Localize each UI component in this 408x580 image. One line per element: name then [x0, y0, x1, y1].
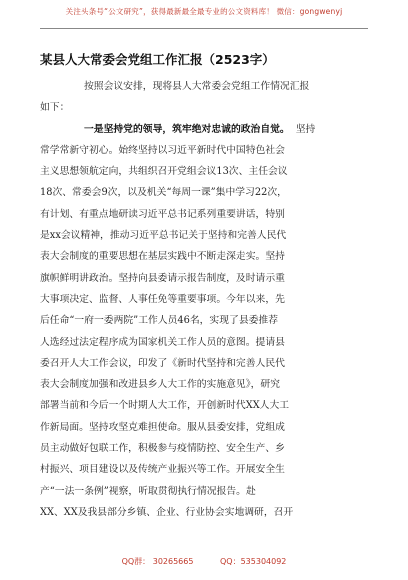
document-body — [40, 76, 370, 523]
paragraph-line: 旗帜鲜明讲政治。坚持向县委请示报告制度，及时请示重 — [40, 272, 285, 284]
footer-contact — [0, 556, 408, 567]
qq-number: QQ：535304092 — [220, 557, 287, 566]
paragraph-line: 人选经过法定程序成为国家机关工作人员的意图。提请县 — [40, 336, 285, 348]
paragraph-line: 18次、常委会9次，以及机关“每周一课”集中学习22次， — [40, 187, 287, 199]
paragraph-line: 委召开人大工作会议，印发了《新时代坚持和完善人民代 — [40, 357, 285, 369]
paragraph-line: 按照会议安排，现将县人大常委会党组工作情况汇报 — [84, 81, 310, 92]
paragraph-line: 作新局面。坚持攻坚克难担使命。服从县委安排，党组成 — [40, 421, 285, 433]
paragraph-line: 大事项决定、监督、人事任免等重要事项。今年以来，先 — [40, 293, 285, 305]
paragraph-line: 产“一法一条例”视察，听取贯彻执行情况报告。赴 — [40, 485, 256, 497]
header-notice: 关注头条号“公文研究”，获得最新最全最专业的公文资料库！ 微信：gongwenyj — [65, 7, 343, 16]
qq-group-number: QQ群： 30265665 — [121, 557, 194, 566]
paragraph-line: 村振兴、项目建设以及传统产业振兴等工作。开展安全生 — [40, 464, 285, 476]
paragraph-line: 常学常新守初心。始终坚持以习近平新时代中国特色社会 — [40, 144, 285, 156]
document-title: 某县人大常委会党组工作汇报（2523字） — [40, 52, 275, 67]
paragraph-line: 主义思想领航定向，共组织召开党组会议13次、主任会议 — [40, 166, 288, 178]
paragraph-line: 是xx会议精神，推动习近平总书记关于坚持和完善人民代 — [40, 230, 287, 242]
paragraph-line: 有计划、有重点地研读习近平总书记系列重要讲话，特别 — [40, 208, 285, 220]
paragraph-line — [62, 119, 370, 140]
paragraph-line: XX、XX及我县部分乡镇、企业、行业协会实地调研，召开 — [40, 506, 294, 518]
paragraph-line: 员主动做好包联工作，积极参与疫情防控、安全生产、乡 — [40, 443, 285, 455]
paragraph-line: 如下： — [40, 102, 70, 114]
paragraph-line: 表大会制度的重要思想在基层实践中不断走深走实。坚持 — [40, 251, 285, 263]
paragraph-line: 后任命“一府一委两院”工作人员46名，实现了县委推荐 — [40, 315, 279, 327]
header-divider — [40, 28, 368, 29]
paragraph-line: 部署当前和今后一个时期人大工作，开创新时代XX人大工 — [40, 400, 290, 412]
paragraph-text: 坚持 — [295, 123, 316, 135]
section-heading: 一是坚持党的领导，筑牢绝对忠诚的政治自觉。 — [84, 123, 290, 135]
paragraph-line: 表大会制度加强和改进县乡人大工作的实施意见》，研究 — [40, 379, 281, 391]
